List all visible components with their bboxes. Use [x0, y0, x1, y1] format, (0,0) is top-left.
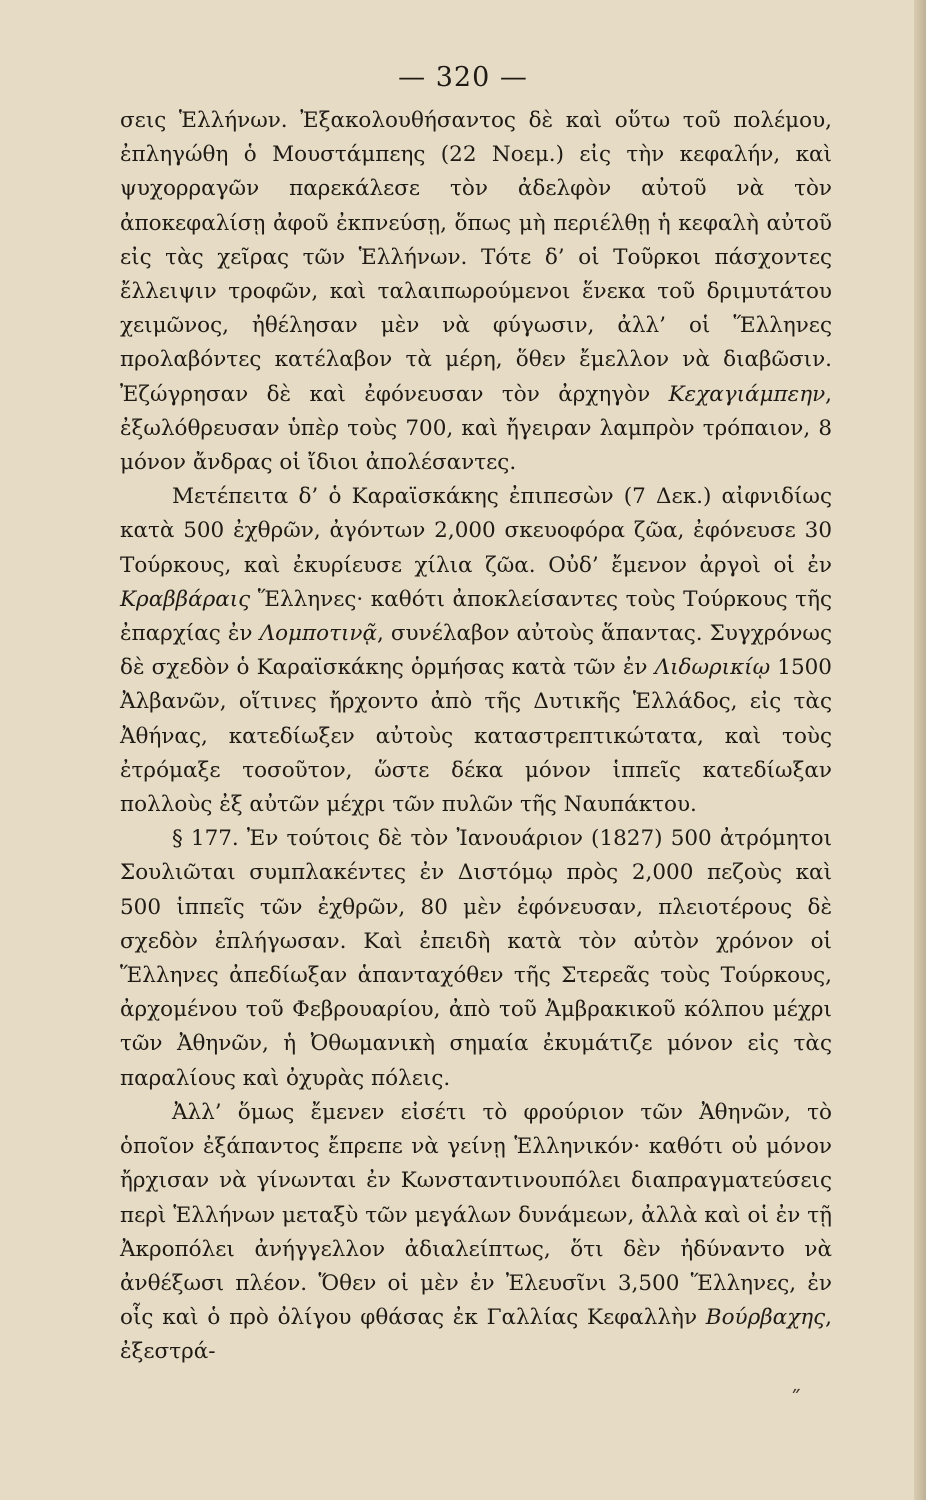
italic-place-lompotina: Λομποτινᾷ	[259, 621, 377, 647]
text-run: § 177. Ἐν τούτοις δὲ τὸν Ἰανουάριον (1827) 500 ἀτρόμητοι Σουλιῶται συμπλακέντες ἐν Διστόμῳ πρὸς 2,000 πεζοὺς καὶ 500 ἱππεῖς τῶν ἐχθρῶν, 80 μὲν ἐφόνευσαν, πλειοτέρους δὲ σχεδὸν ἐπλήγωσαν. Καὶ ἐπειδὴ κατὰ τὸν αὐτὸν χρόνον οἱ Ἕλληνες ἀπεδίωξαν ἁπανταχόθεν τῆς Στερεᾶς τοὺς Τούρκους, ἀρχομένου τοῦ Φεβρουαρίου, ἀπὸ τοῦ Ἀμβρακικοῦ κόλπου μέχρι τῶν Ἀθηνῶν, ἡ Ὀθωμανικὴ σημαία ἐκυμάτιζε μόνον εἰς τὰς παραλίους καὶ ὀχυρὰς πόλεις.	[120, 826, 832, 1091]
text-run: , συνέλαβον αὐτοὺς ἅπαντας. Συγχρόνως δὲ σχεδὸν ὁ Καραϊσκάκης ὁρμήσας κατὰ τῶν ἐν	[120, 621, 833, 681]
page-gutter-shadow	[914, 0, 926, 1500]
text-run: 1500 Ἀλβανῶν, οἵτινες ἤρχοντο ἀπὸ τῆς Δυτικῆς Ἑλλάδος, εἰς τὰς Ἀθήνας, κατεδίωξεν αὐτοὺς καταστρεπτικώτατα, καὶ τοὺς ἐτρόμαξε τοσοῦτον, ὥστε δέκα μόνον ἱππεῖς κατεδίωξαν πολλοὺς ἐξ αὐτῶν μέχρι τῶν πυλῶν τῆς Ναυπάκτου.	[120, 655, 832, 818]
paragraph-1	[120, 104, 832, 480]
text-run: σεις Ἑλλήνων. Ἐξακολουθήσαντος δὲ καὶ οὕτω τοῦ πολέμου, ἐπληγώθη ὁ Μουστάμπεης (22 Νοεμ.) εἰς τὴν κεφαλήν, καὶ ψυχορραγῶν παρεκάλεσε τὸν ἀδελφὸν αὐτοῦ νὰ τὸν ἀποκεφαλίσῃ ἀφοῦ ἐκπνεύσῃ, ὅπως μὴ περιέλθῃ ἡ κεφαλὴ αὐτοῦ εἰς τὰς χεῖρας τῶν Ἑλλήνων. Τότε δ’ οἱ Τοῦρκοι πάσχοντες ἔλλειψιν τροφῶν, καὶ ταλαιπωρούμενοι ἕνεκα τοῦ δριμυτάτου χειμῶνος, ἠθέλησαν μὲν νὰ φύγωσιν, ἀλλ’ οἱ Ἕλληνες προλαβόντες κατέλαβον τὰ μέρη, ὅθεν ἔμελλον νὰ διαβῶσιν. Ἐζώγρησαν δὲ καὶ ἐφόνευσαν τὸν ἀρχηγὸν	[120, 108, 832, 407]
body-text	[120, 104, 832, 1370]
text-run: , ἐξεστρά-	[120, 1305, 832, 1365]
paragraph-4	[120, 1096, 832, 1370]
paragraph-2	[120, 480, 832, 822]
stray-ink-mark: ˝	[790, 1388, 801, 1413]
italic-place-krabbarais: Κραββάραις	[120, 586, 251, 612]
italic-name-kechagiampeen: Κεχαγιάμπεην	[668, 381, 826, 407]
page-number: — 320 —	[398, 62, 528, 93]
text-run: Ἕλληνες· καθότι ἀποκλείσαντες τοὺς Τούρκους τῆς ἐπαρχίας ἐν	[120, 586, 832, 647]
text-run: Ἀλλ’ ὅμως ἔμενεν εἰσέτι τὸ φρούριον τῶν Ἀθηνῶν, τὸ ὁποῖον ἐξάπαντος ἔπρεπε νὰ γείνῃ Ἑλληνικόν· καθότι οὐ μόνον ἤρχισαν νὰ γίνωνται ἐν Κωνσταντινουπόλει διαπραγματεύσεις περὶ Ἑλλήνων μεταξὺ τῶν μεγάλων δυνάμεων, ἀλλὰ καὶ οἱ ἐν τῇ Ἀκροπόλει ἀνήγγελλον ἀδιαλείπτως, ὅτι δὲν ἠδύναντο νὰ ἀνθέξωσι πλέον. Ὅθεν οἱ μὲν ἐν Ἐλευσῖνι 3,500 Ἕλληνες, ἐν οἷς καὶ ὁ πρὸ ὀλίγου φθάσας ἐκ Γαλλίας Κεφαλλὴν	[120, 1099, 832, 1331]
italic-name-bourbachis: Βούρβαχης	[705, 1305, 826, 1331]
text-run: , ἐξωλόθρευσαν ὑπὲρ τοὺς 700, καὶ ἤγειραν λαμπρὸν τρόπαιον, 8 μόνον ἄνδρας οἱ ἴδιοι ἀπολέσαντες.	[120, 381, 832, 476]
text-run: Μετέπειτα δ’ ὁ Καραϊσκάκης ἐπιπεσὼν (7 Δεκ.) αἰφνιδίως κατὰ 500 ἐχθρῶν, ἀγόντων 2,000 σκευοφόρα ζῶα, ἐφόνευσε 30 Τούρκους, καὶ ἐκυρίευσε χίλια ζῶα. Οὐδ’ ἔμενον ἀργοὶ οἱ ἐν	[120, 484, 832, 578]
italic-place-lidorikio: Λιδωρικίῳ	[654, 655, 771, 681]
paragraph-section-177	[120, 822, 832, 1096]
